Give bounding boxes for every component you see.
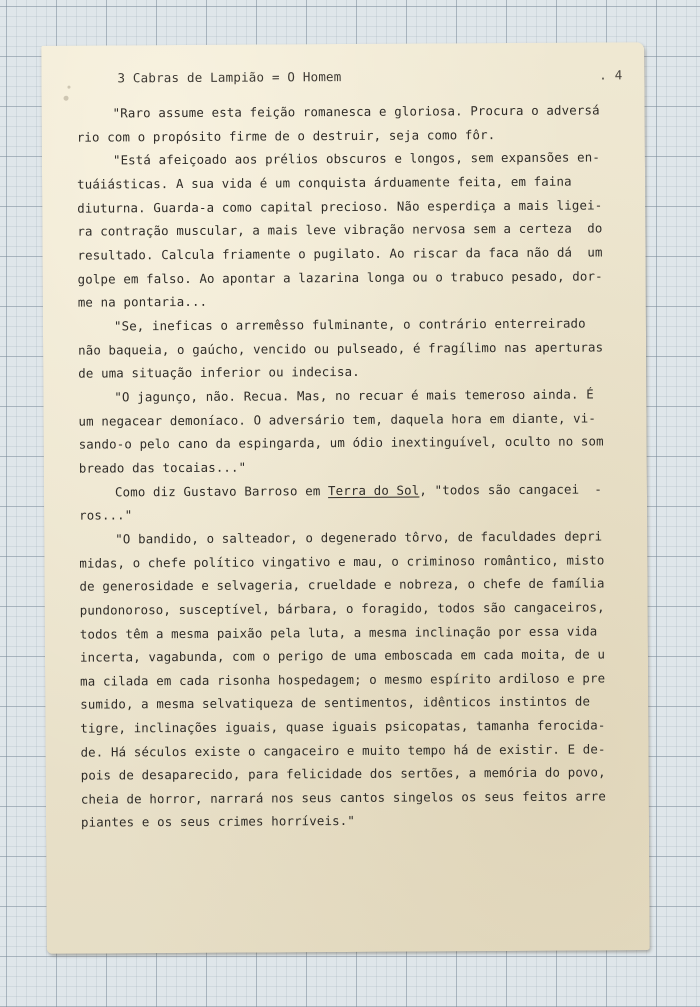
text-line bbox=[77, 221, 602, 238]
text-line bbox=[78, 295, 207, 310]
text-segment: pois de desaparecido, para felicidade dos sertões, a memória do povo, bbox=[80, 764, 606, 783]
text-line bbox=[78, 269, 603, 286]
text-line bbox=[81, 765, 606, 782]
text-segment: de generosidade e selvageria, crueldade e nobreza, o chefe de família bbox=[79, 575, 605, 594]
punch-hole-mark bbox=[67, 86, 70, 89]
text-line bbox=[79, 508, 132, 522]
text-line bbox=[81, 742, 606, 759]
page-header bbox=[117, 67, 622, 85]
text-segment: sumido, a mesma selvatiqueza de sentimentos, idênticos instintos de bbox=[80, 693, 591, 712]
text-segment: tuáiásticas. A sua vida é um conquista árduamente feita, em faina bbox=[77, 173, 572, 192]
text-segment: , "todos são cangacei - bbox=[419, 481, 603, 498]
text-line bbox=[80, 647, 605, 664]
text-segment: "Raro assume esta feição romanesca e gloriosa. Procura o adversá bbox=[112, 102, 600, 121]
text-segment: sando-o pelo cano da espingarda, um ódio inextinguível, oculto no som bbox=[78, 433, 604, 452]
text-segment: breado das tocaias..." bbox=[78, 459, 247, 476]
text-line bbox=[80, 718, 605, 735]
text-line bbox=[77, 128, 496, 145]
text-segment: "O bandido, o salteador, o degenerado tôrvo, de faculdades depri bbox=[115, 528, 603, 547]
text-segment: rio com o propósito firme de o destruir, seja como fôr. bbox=[76, 127, 496, 145]
text-line bbox=[81, 814, 355, 830]
page-number: . 4 bbox=[599, 67, 623, 83]
typewritten-page bbox=[41, 42, 650, 954]
text-line bbox=[80, 600, 605, 617]
text-segment: de. Há séculos existe o cangaceiro e muito tempo há de existir. E de- bbox=[80, 741, 606, 760]
text-line bbox=[79, 553, 604, 570]
text-line bbox=[115, 482, 602, 499]
text-segment: de uma situação inferior ou indecisa. bbox=[78, 363, 360, 381]
text-segment: tigre, inclinações iguais, quase iguais psicopatas, tamanha ferocida- bbox=[80, 717, 606, 736]
text-line bbox=[78, 411, 596, 428]
text-segment: golpe em falso. Ao apontar a lazarina longa ou o trabuco pesado, dor- bbox=[77, 268, 603, 287]
text-segment: um negacear demoníaco. O adversário tem, daquela hora em diante, vi- bbox=[78, 410, 597, 429]
text-segment: piantes e os seus crimes horríveis." bbox=[80, 812, 355, 830]
text-segment: incerta, vagabunda, com o perigo de uma emboscada em cada moita, de u bbox=[79, 646, 606, 665]
text-line bbox=[79, 576, 604, 593]
text-segment: ra contração muscular, a mais leve vibração nervosa sem a certeza do bbox=[77, 220, 603, 239]
text-segment: midas, o chefe político vingativo e mau, o criminoso romântico, misto bbox=[79, 552, 605, 571]
text-line bbox=[114, 387, 593, 404]
text-segment: cheia de horror, narrará nos seus cantos singelos os seus feitos arre bbox=[80, 788, 606, 807]
text-line bbox=[80, 624, 598, 641]
text-line bbox=[78, 340, 603, 357]
text-segment: "Se, ineficas o arremêsso fulminante, o contrário enterreirado bbox=[113, 315, 586, 334]
text-line bbox=[79, 461, 247, 476]
text-segment: Como diz Gustavo Barroso em bbox=[114, 483, 329, 500]
text-segment: me na pontaria... bbox=[77, 293, 208, 310]
text-segment: todos têm a mesma paixão pela luta, a mesma inclinação por essa vida bbox=[79, 623, 598, 642]
text-line bbox=[77, 175, 572, 192]
text-segment: não baqueia, o gaúcho, vencido ou pulseado, é fragílimo nas aperturas bbox=[78, 339, 604, 358]
text-segment: diuturna. Guarda-a como capital precioso. Não esperdiça a mais ligei- bbox=[77, 197, 603, 216]
text-line bbox=[77, 198, 602, 215]
text-segment: "Está afeiçoado aos prélios obscuros e longos, sem expansões en- bbox=[112, 149, 600, 168]
text-line bbox=[78, 365, 360, 381]
text-segment: pundonoroso, susceptível, bárbara, o foragido, todos são cangaceiros, bbox=[79, 599, 605, 618]
text-segment: ma cilada em cada risonha hospedagem; o mesmo espírito ardiloso e pre bbox=[80, 670, 606, 689]
text-line bbox=[80, 695, 590, 712]
text-line bbox=[115, 529, 602, 546]
underlined-title: Terra do Sol bbox=[327, 482, 420, 499]
text-line bbox=[114, 317, 586, 334]
text-segment: resultado. Calcula friamente o pugilato. Ao riscar da faca não dá um bbox=[77, 244, 603, 263]
text-line bbox=[77, 245, 602, 262]
text-line bbox=[81, 789, 606, 806]
punch-hole-mark bbox=[64, 96, 69, 101]
text-line bbox=[113, 150, 600, 167]
text-segment: ros..." bbox=[79, 507, 133, 523]
text-segment: "O jagunço, não. Recua. Mas, no recuar é mais temeroso ainda. É bbox=[114, 386, 594, 405]
text-line bbox=[80, 671, 605, 688]
document-title: 3 Cabras de Lampião = O Homem bbox=[117, 69, 342, 86]
text-line bbox=[113, 103, 600, 120]
text-line bbox=[79, 434, 604, 451]
